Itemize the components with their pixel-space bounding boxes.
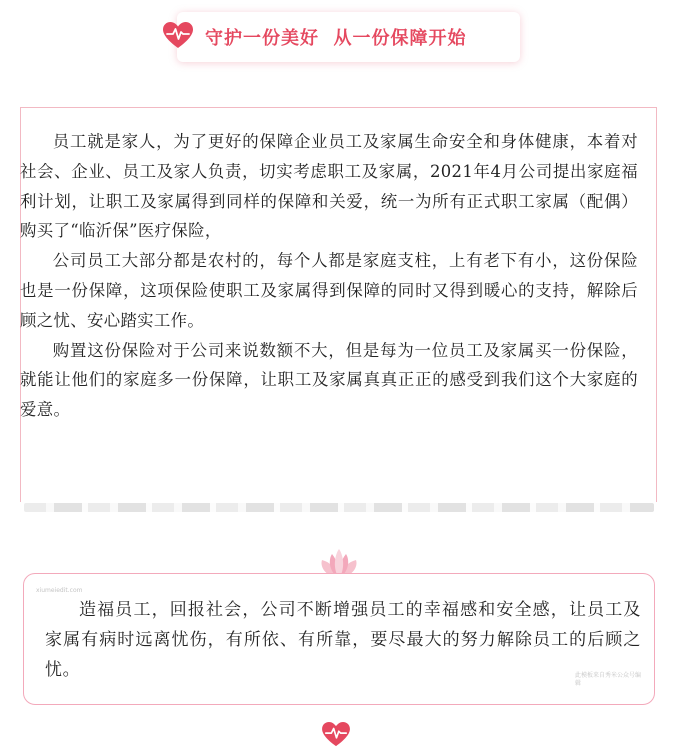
torn-edge-divider	[24, 503, 654, 512]
heart-pulse-icon	[322, 722, 350, 748]
main-article	[20, 127, 638, 425]
header-banner	[177, 12, 520, 62]
summary-text	[45, 596, 641, 685]
watermark: 此模板来自秀米公众号编辑	[575, 672, 642, 687]
article-paragraph: 员工就是家人，为了更好的保障企业员工及家属生命安全和身体健康，本着对社会、企业、员工及家人负责，切实考虑职工及家属，2021年4月公司提出家庭福利计划，让职工及家属得到同样的保障和关爱，统一为所有正式职工家属（配偶）购买了“临沂保”医疗保险，	[20, 132, 638, 241]
article-paragraph: 购置这份保险对于公司来说数额不大，但是每为一位员工及家属买一份保险，就能让他们的家庭多一份保障，让职工及家属真真正正的感受到我们这个大家庭的爱意。	[20, 340, 638, 420]
page-title: 守护一份美好 从一份保障开始	[205, 28, 467, 49]
watermark: xiumeiedit.com	[36, 587, 83, 594]
heart-pulse-icon	[163, 22, 193, 50]
summary-paragraph: 造福员工，回报社会，公司不断增强员工的幸福感和安全感，让员工及家属有病时远离忧伤，有所依、有所靠，要尽最大的努力解除员工的后顾之忧。	[45, 600, 641, 680]
article-paragraph: 公司员工大部分都是农村的，每个人都是家庭支柱，上有老下有小，这份保险也是一份保障，这项保险使职工及家属得到保障的同时又得到暖心的支持，解除后顾之忧、安心踏实工作。	[20, 251, 638, 330]
